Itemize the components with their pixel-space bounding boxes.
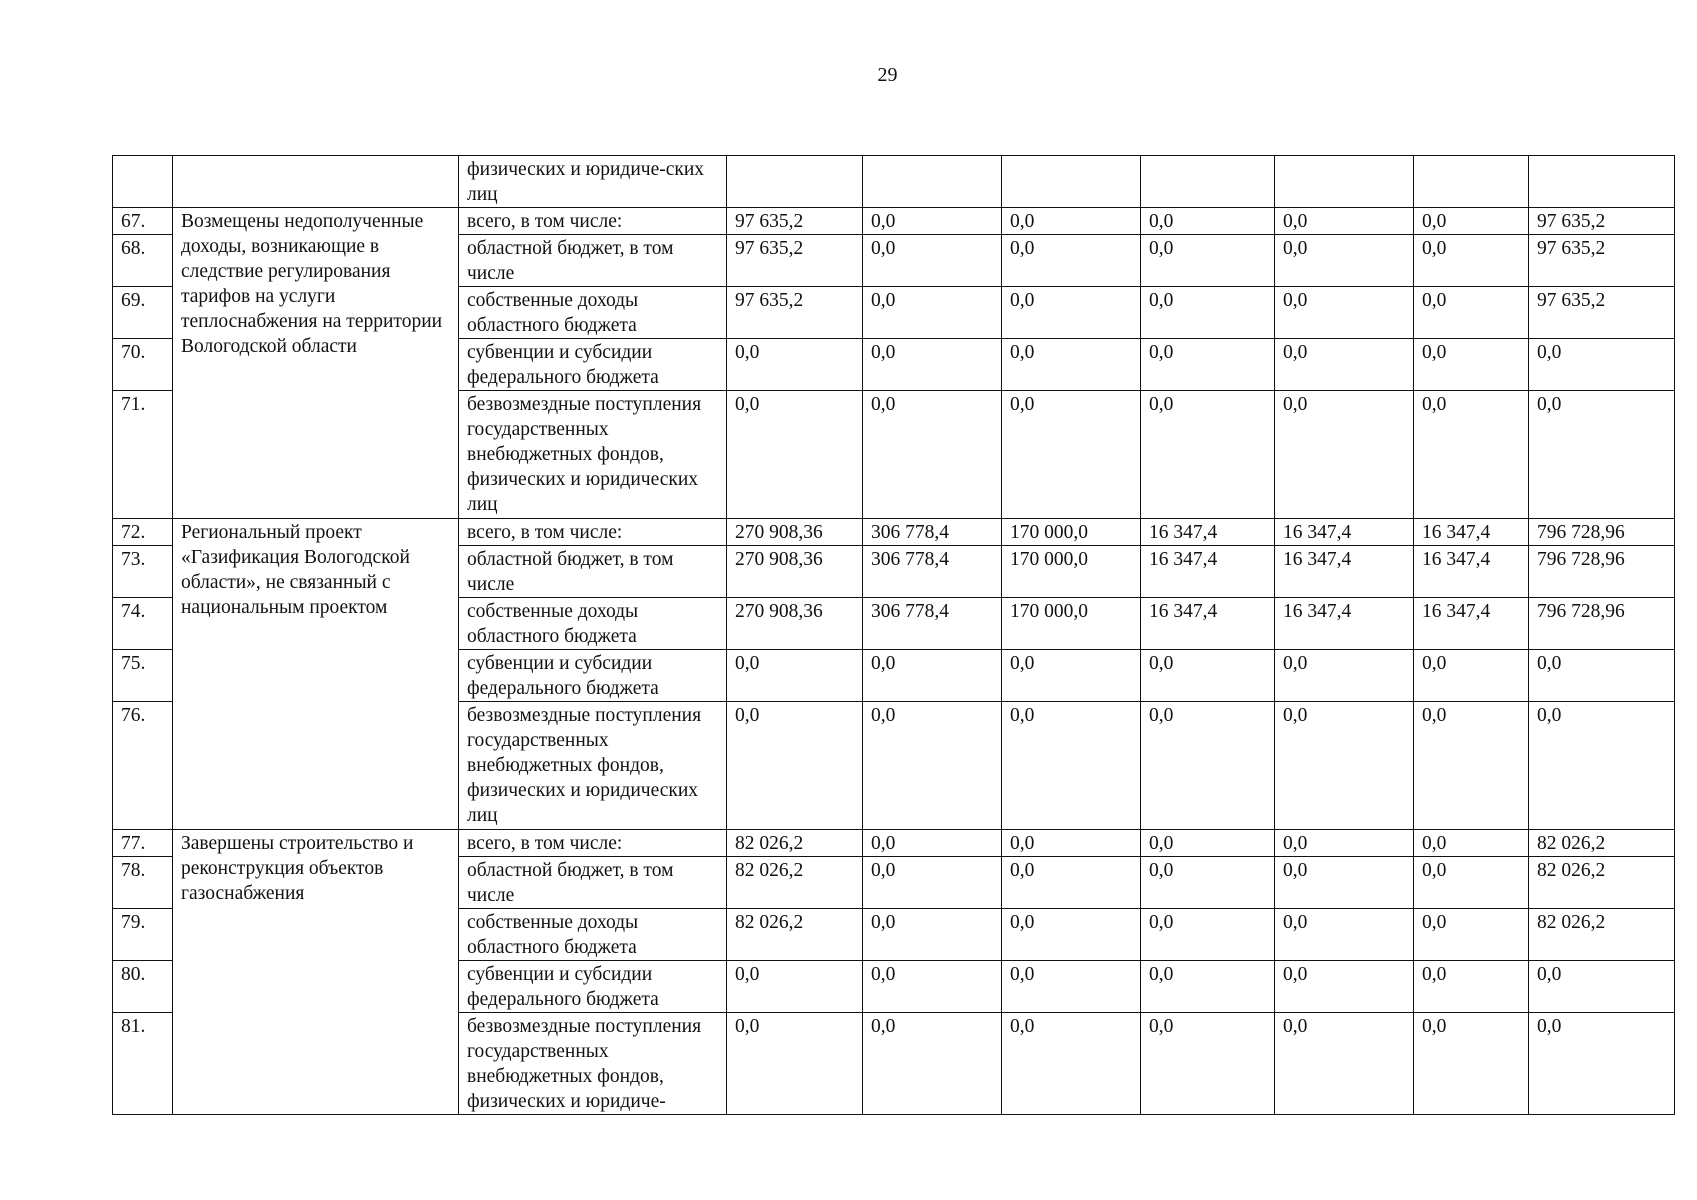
value-cell: 0,0 [1414,961,1529,1013]
value-cell [863,156,1002,208]
value-cell: 0,0 [1141,961,1275,1013]
value-cell: 0,0 [727,1013,863,1115]
source-cell: субвенции и субсидии федерального бюджета [459,650,727,702]
value-cell: 0,0 [1141,287,1275,339]
value-cell: 0,0 [1414,339,1529,391]
source-cell: физических и юридиче-ских лиц [459,156,727,208]
value-cell: 16 347,4 [1275,519,1414,546]
row-number-cell: 78. [113,857,173,909]
value-cell: 97 635,2 [1529,287,1675,339]
value-cell: 16 347,4 [1141,598,1275,650]
value-cell: 82 026,2 [1529,857,1675,909]
page-number: 29 [877,64,898,86]
value-cell: 16 347,4 [1275,598,1414,650]
value-cell: 0,0 [1141,339,1275,391]
value-cell: 82 026,2 [727,830,863,857]
value-cell: 270 908,36 [727,546,863,598]
value-cell: 97 635,2 [727,287,863,339]
value-cell: 0,0 [1414,909,1529,961]
row-number-cell: 75. [113,650,173,702]
value-cell: 306 778,4 [863,519,1002,546]
value-cell: 0,0 [1002,339,1141,391]
table-row [113,830,1675,857]
value-cell: 16 347,4 [1141,519,1275,546]
value-cell: 0,0 [1414,857,1529,909]
source-cell: безвозмездные поступления государственных внебюджетных фондов, физических и юридических лиц [459,391,727,519]
description-cell [173,156,459,208]
source-cell: субвенции и субсидии федерального бюджета [459,339,727,391]
value-cell: 270 908,36 [727,519,863,546]
source-cell: собственные доходы областного бюджета [459,598,727,650]
value-cell: 16 347,4 [1141,546,1275,598]
value-cell: 0,0 [863,339,1002,391]
value-cell: 82 026,2 [727,857,863,909]
value-cell: 82 026,2 [727,909,863,961]
value-cell: 16 347,4 [1414,598,1529,650]
value-cell: 0,0 [1414,208,1529,235]
value-cell: 0,0 [727,339,863,391]
source-cell: всего, в том числе: [459,208,727,235]
value-cell: 0,0 [1529,702,1675,830]
source-cell: безвозмездные поступления государственных внебюджетных фондов, физических и юридиче- [459,1013,727,1115]
value-cell: 16 347,4 [1275,546,1414,598]
value-cell: 0,0 [1529,391,1675,519]
table-row [113,208,1675,235]
value-cell: 0,0 [1141,650,1275,702]
row-number-cell: 77. [113,830,173,857]
source-cell: областной бюджет, в том числе [459,546,727,598]
row-number-cell: 79. [113,909,173,961]
value-cell: 0,0 [1529,1013,1675,1115]
value-cell: 82 026,2 [1529,830,1675,857]
value-cell: 0,0 [1275,702,1414,830]
value-cell: 170 000,0 [1002,598,1141,650]
value-cell: 0,0 [1275,1013,1414,1115]
value-cell: 0,0 [1141,857,1275,909]
value-cell: 0,0 [1275,857,1414,909]
value-cell: 0,0 [1002,830,1141,857]
budget-table [112,155,1675,1115]
description-cell: Завершены строительство и реконструкция объектов газоснабжения [173,830,459,1115]
value-cell: 0,0 [1141,702,1275,830]
value-cell: 82 026,2 [1529,909,1675,961]
value-cell [727,156,863,208]
value-cell [1275,156,1414,208]
value-cell: 16 347,4 [1414,519,1529,546]
value-cell: 306 778,4 [863,598,1002,650]
row-number-cell: 74. [113,598,173,650]
value-cell: 796 728,96 [1529,519,1675,546]
value-cell: 0,0 [1002,857,1141,909]
row-number-cell: 69. [113,287,173,339]
value-cell: 0,0 [1002,650,1141,702]
value-cell: 0,0 [1275,339,1414,391]
value-cell: 0,0 [1414,287,1529,339]
value-cell: 0,0 [863,287,1002,339]
value-cell: 0,0 [727,391,863,519]
value-cell: 0,0 [1141,1013,1275,1115]
value-cell: 0,0 [727,650,863,702]
value-cell: 0,0 [863,391,1002,519]
value-cell: 306 778,4 [863,546,1002,598]
value-cell: 0,0 [1002,909,1141,961]
value-cell: 0,0 [1141,909,1275,961]
description-cell: Возмещены недополученные доходы, возникающие в следствие регулирования тарифов на услуги теплоснабжения на территории Вологодской области [173,208,459,519]
value-cell: 0,0 [1141,830,1275,857]
value-cell: 0,0 [863,857,1002,909]
value-cell: 0,0 [1414,702,1529,830]
value-cell: 0,0 [1414,235,1529,287]
table-row [113,519,1675,546]
value-cell: 0,0 [863,830,1002,857]
value-cell: 170 000,0 [1002,546,1141,598]
source-cell: областной бюджет, в том числе [459,857,727,909]
value-cell: 0,0 [1141,391,1275,519]
value-cell: 796 728,96 [1529,546,1675,598]
value-cell: 0,0 [1141,235,1275,287]
row-number-cell: 71. [113,391,173,519]
value-cell [1414,156,1529,208]
value-cell: 0,0 [1002,287,1141,339]
row-number-cell: 70. [113,339,173,391]
row-number-cell: 68. [113,235,173,287]
group-1 [113,208,1675,519]
row-number-cell: 67. [113,208,173,235]
value-cell: 0,0 [863,702,1002,830]
value-cell: 0,0 [1275,830,1414,857]
value-cell [1002,156,1141,208]
value-cell: 0,0 [727,961,863,1013]
description-cell: Региональный проект «Газификация Вологодской области», не связанный с национальным проектом [173,519,459,830]
value-cell: 0,0 [1275,909,1414,961]
value-cell: 0,0 [1141,208,1275,235]
value-cell: 0,0 [1414,830,1529,857]
value-cell: 0,0 [1275,287,1414,339]
value-cell: 0,0 [863,1013,1002,1115]
value-cell: 0,0 [1002,1013,1141,1115]
value-cell: 0,0 [1275,235,1414,287]
row-number-cell: 81. [113,1013,173,1115]
row-number-cell [113,156,173,208]
value-cell: 0,0 [1414,391,1529,519]
value-cell: 97 635,2 [727,208,863,235]
group-2 [113,519,1675,830]
value-cell: 0,0 [863,208,1002,235]
source-cell: областной бюджет, в том числе [459,235,727,287]
source-cell: всего, в том числе: [459,519,727,546]
value-cell: 97 635,2 [727,235,863,287]
value-cell: 0,0 [863,650,1002,702]
source-cell: субвенции и субсидии федерального бюджета [459,961,727,1013]
group-3 [113,830,1675,1115]
value-cell: 0,0 [1414,650,1529,702]
value-cell: 0,0 [1529,339,1675,391]
value-cell: 170 000,0 [1002,519,1141,546]
value-cell: 0,0 [1275,391,1414,519]
value-cell: 0,0 [863,961,1002,1013]
source-cell: собственные доходы областного бюджета [459,287,727,339]
value-cell: 0,0 [863,235,1002,287]
row-number-cell: 80. [113,961,173,1013]
value-cell: 0,0 [1414,1013,1529,1115]
value-cell: 270 908,36 [727,598,863,650]
value-cell: 0,0 [1002,961,1141,1013]
table-row [113,156,1675,208]
value-cell: 0,0 [1002,235,1141,287]
value-cell [1529,156,1675,208]
value-cell: 796 728,96 [1529,598,1675,650]
value-cell [1141,156,1275,208]
value-cell: 16 347,4 [1414,546,1529,598]
value-cell: 0,0 [1529,650,1675,702]
row-number-cell: 72. [113,519,173,546]
value-cell: 0,0 [1529,961,1675,1013]
value-cell: 97 635,2 [1529,235,1675,287]
value-cell: 0,0 [863,909,1002,961]
row-number-cell: 73. [113,546,173,598]
value-cell: 97 635,2 [1529,208,1675,235]
value-cell: 0,0 [1275,961,1414,1013]
value-cell: 0,0 [727,702,863,830]
source-cell: собственные доходы областного бюджета [459,909,727,961]
row-number-cell: 76. [113,702,173,830]
value-cell: 0,0 [1002,702,1141,830]
value-cell: 0,0 [1275,208,1414,235]
value-cell: 0,0 [1002,208,1141,235]
source-cell: всего, в том числе: [459,830,727,857]
value-cell: 0,0 [1275,650,1414,702]
source-cell: безвозмездные поступления государственных внебюджетных фондов, физических и юридических лиц [459,702,727,830]
value-cell: 0,0 [1002,391,1141,519]
